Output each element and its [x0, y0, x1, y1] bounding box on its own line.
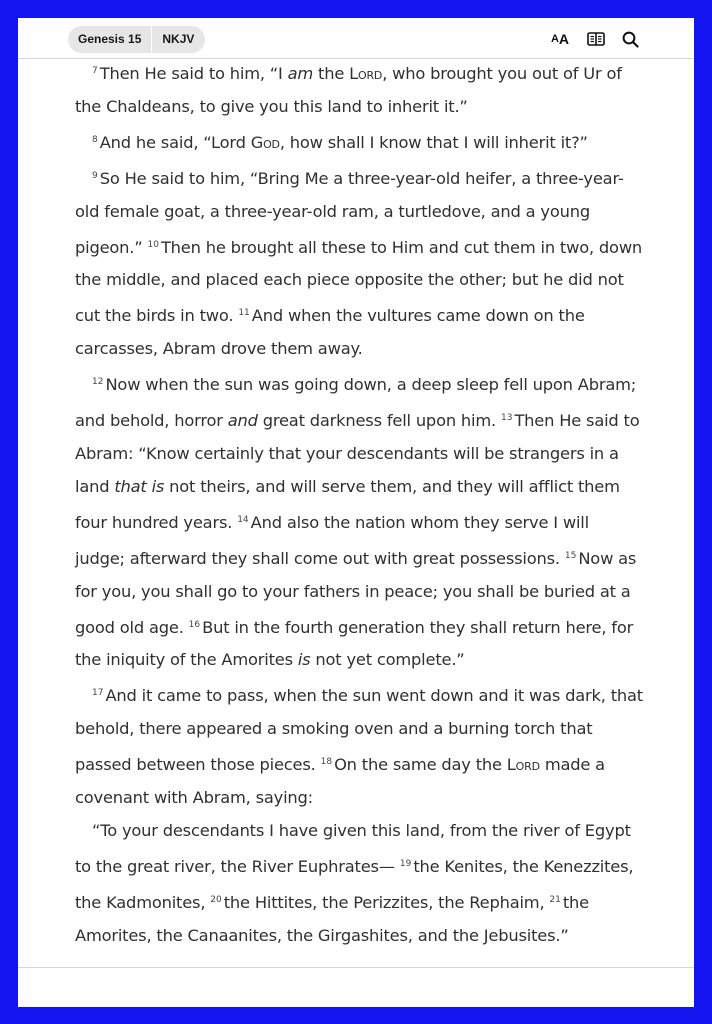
scripture-paragraph	[75, 815, 643, 948]
verse-number[interactable]: 20	[210, 894, 222, 905]
verse-text: the Amorites, the Canaanites, the Girgashites, and the Jebusites.”	[75, 892, 589, 945]
verse-number[interactable]: 18	[320, 757, 333, 768]
bottom-toolbar	[18, 967, 694, 1007]
verse-number[interactable]: 12	[92, 377, 104, 388]
verse-number[interactable]: 11	[238, 308, 250, 319]
verse-text: not theirs, and will serve them, and they will afflict them four hundred years.	[75, 476, 620, 532]
verse-number[interactable]: 21	[549, 894, 561, 905]
verse-number[interactable]: 14	[237, 514, 249, 525]
verse-text: And also the nation whom they serve I will judge; afterward they shall come out with great possessions.	[75, 512, 589, 568]
scripture-paragraph	[75, 160, 643, 366]
verse-text: Then he brought all these to Him and cut them in two, down the middle, and placed each piece opposite the other; but he did not cut the birds in two.	[75, 237, 643, 326]
book-chapter-button[interactable]: Genesis 15	[78, 32, 142, 46]
verse-text: the Kenites, the Kenezzites, the Kadmonites,	[75, 856, 634, 912]
verse-text: On the same day the	[334, 755, 507, 775]
verse-text: Then He said to Abram: “Know certainly that your descendants will be strangers in a land	[75, 411, 640, 496]
reader-screen	[18, 18, 694, 948]
verse-text: , who brought you out of Ur of the Chaldeans, to give you this land to inherit it.”	[75, 64, 622, 116]
scripture-paragraph	[75, 366, 643, 677]
italic-supplied-word: and	[227, 411, 258, 431]
search-icon[interactable]	[621, 30, 639, 48]
verse-text: And it came to pass, when the sun went down and it was dark, that behold, there appeared a smoking oven and a burning torch that passed between those pieces.	[75, 686, 643, 775]
scripture-text	[75, 55, 643, 948]
verse-text: Now when the sun was going down, a deep sleep fell upon Abram; and behold, horror	[75, 375, 637, 431]
verse-text: But in the fourth generation they shall return here, for the iniquity of the Amorites	[75, 617, 634, 670]
verse-number[interactable]: 9	[92, 170, 98, 181]
verse-text: great darkness fell upon him.	[257, 411, 501, 431]
scripture-paragraph	[75, 677, 643, 815]
reference-selector[interactable]	[68, 26, 205, 53]
version-button[interactable]: NKJV	[151, 26, 205, 53]
text-size-icon[interactable]	[550, 30, 570, 48]
divine-name: God	[250, 132, 280, 152]
device-frame	[18, 18, 694, 1006]
italic-supplied-word: that is	[114, 476, 165, 496]
divine-name: Lord	[349, 64, 383, 83]
verse-number[interactable]: 19	[399, 858, 412, 869]
verse-text: “To your descendants I have given this land, from the river of Egypt to the great river, the River Euphrates—	[75, 820, 631, 876]
verse-text: , how shall I know that I will inherit it?”	[279, 132, 588, 152]
divine-name: Lord	[506, 755, 540, 775]
verse-text: the	[313, 64, 350, 83]
text-size-big-a: A	[558, 31, 570, 47]
verse-text: Now as for you, you shall go to your fathers in peace; you shall be buried at a good old age.	[75, 548, 637, 637]
verse-text: And when the vultures came down on the carcasses, Abram drove them away.	[75, 306, 585, 359]
verse-text: Then He said to him, “I	[99, 64, 288, 83]
verse-text: So He said to him, “Bring Me a three-year-old heifer, a three-year-old female goat, a three-year-old ram, a turtledove, and a young pigeon.”	[75, 168, 624, 257]
scripture-paragraph	[75, 124, 643, 160]
verse-text: made a covenant with Abram, saying:	[75, 755, 605, 808]
verse-text: the Hittites, the Perizzites, the Rephaim,	[223, 892, 550, 912]
verse-number[interactable]: 15	[564, 550, 577, 561]
top-toolbar	[18, 18, 694, 59]
verse-number[interactable]: 10	[147, 239, 159, 250]
verse-number[interactable]: 16	[188, 619, 201, 630]
verse-text: And he said, “Lord	[99, 132, 251, 152]
italic-supplied-word: is	[297, 650, 311, 670]
verse-number[interactable]: 17	[92, 688, 104, 699]
verse-text: not yet complete.”	[310, 650, 465, 670]
verse-number[interactable]: 7	[92, 66, 98, 76]
italic-supplied-word: am	[287, 64, 314, 83]
verse-number[interactable]: 8	[92, 134, 98, 145]
scripture-paragraph	[75, 55, 643, 124]
text-size-small-a: A	[550, 33, 559, 45]
book-icon[interactable]	[586, 30, 606, 48]
verse-number[interactable]: 13	[500, 413, 513, 424]
